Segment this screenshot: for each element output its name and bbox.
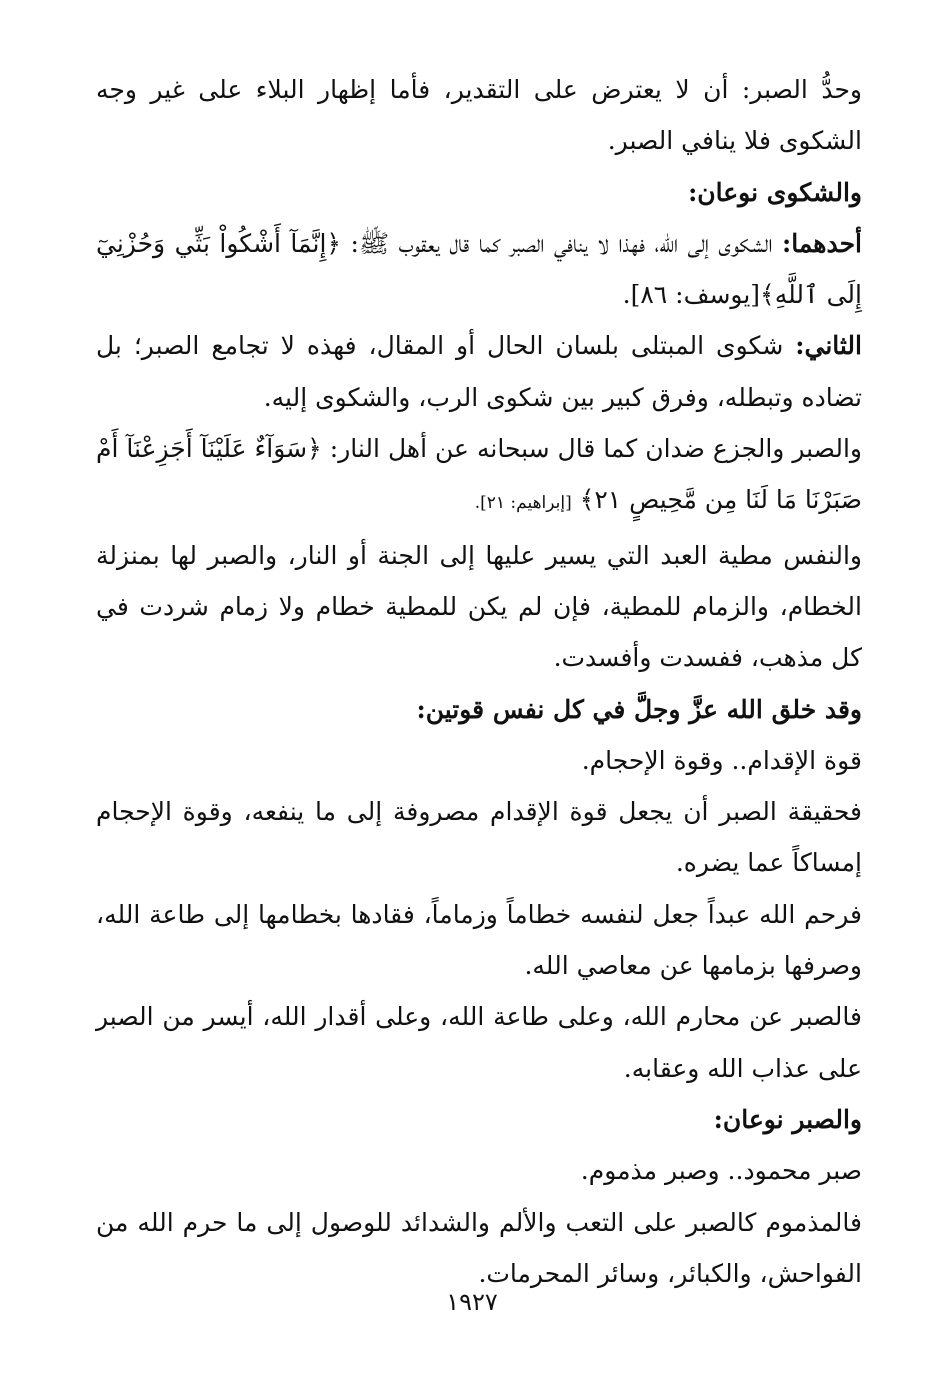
heading-complaint-types: والشكوى نوعان: [688,177,862,207]
paragraph-soul-mount: والنفس مطية العبد التي يسير عليها إلى الجنة أو النار، والصبر لها بمنزلة الخطام، والزمام للمطية، فإن لم يكن للمطية خطام ولا زمام شردت في كل مذهب، ففسدت وأفسدت. [96,540,862,673]
paragraph-praised-blamed: صبر محمود.. وصبر مذموم. [580,1156,862,1186]
paragraph-patience-anxiety [96,423,862,530]
text-second: شكوى المبتلى بلسان الحال أو المقال، فهذه لا تجامع الصبر؛ بل تضاده وتبطله، وفرق كبير بين شكوى الرب، والشكوى إليه. [96,331,862,412]
paragraph-first-type [96,218,862,321]
paragraph-second-type [96,320,862,423]
paragraph-blamed: فالمذموم كالصبر على التعب والألم والشدائد للوصول إلى ما حرم الله من الفواحش، والكبائر، وسائر المحرمات. [96,1207,862,1288]
paragraph-powers: قوة الإقدام.. وقوة الإحجام. [581,745,862,775]
text-patience-anxiety: والصبر والجزع ضدان كما قال سبحانه عن أهل النار: [321,434,863,464]
paragraph-definition: وحدُّ الصبر: أن لا يعترض على التقدير، فأما إظهار البلاء على غير وجه الشكوى فلا ينافي الصبر. [96,75,862,156]
heading-two-powers: وقد خلق الله عزَّ وجلَّ في كل نفس قوتين: [416,694,862,724]
text-first: الشكوى إلى الله، فهذا لا ينافي الصبر كما قال يعقوب ﷺ: [341,228,782,258]
verse-ref-yusuf: [يوسف: ٨٦]. [622,280,761,310]
verse-ref-ibrahim: [إبراهيم: ٢١]. [474,493,572,514]
paragraph-reality-patience: فحقيقة الصبر أن يجعل قوة الإقدام مصروفة إلى ما ينفعه، وقوة الإحجام إمساكاً عما يضره. [96,797,862,878]
quran-verse-ibrahim: ﴿سَوَآءٌ عَلَيْنَآ أَجَزِعْنَآ أَمْ صَبَرْنَا مَا لَنَا مِن مَّحِيصٍ ٢١﴾ [96,434,862,515]
heading-patience-types: والصبر نوعان: [713,1104,862,1134]
label-first: أحدهما: [781,228,862,258]
paragraph-mercy: فرحم الله عبداً جعل لنفسه خطاماً وزماماً، فقادها بخطامها إلى طاعة الله، وصرفها بزمامها عن معاصي الله. [96,899,862,981]
page-body [96,64,862,1299]
page-number: ١٩٢٧ [446,1288,498,1316]
paragraph-easier: فالصبر عن محارم الله، وعلى طاعة الله، وعلى أقدار الله، أيسر من الصبر على عذاب الله وعقابه. [96,1002,862,1083]
label-second: الثاني: [795,331,862,361]
quran-verse-yusuf: ﴿إِنَّمَآ أَشْكُواْ بَثِّي وَحُزْنِيٓ إِلَى ٱللَّهِ﴾ [96,228,862,310]
